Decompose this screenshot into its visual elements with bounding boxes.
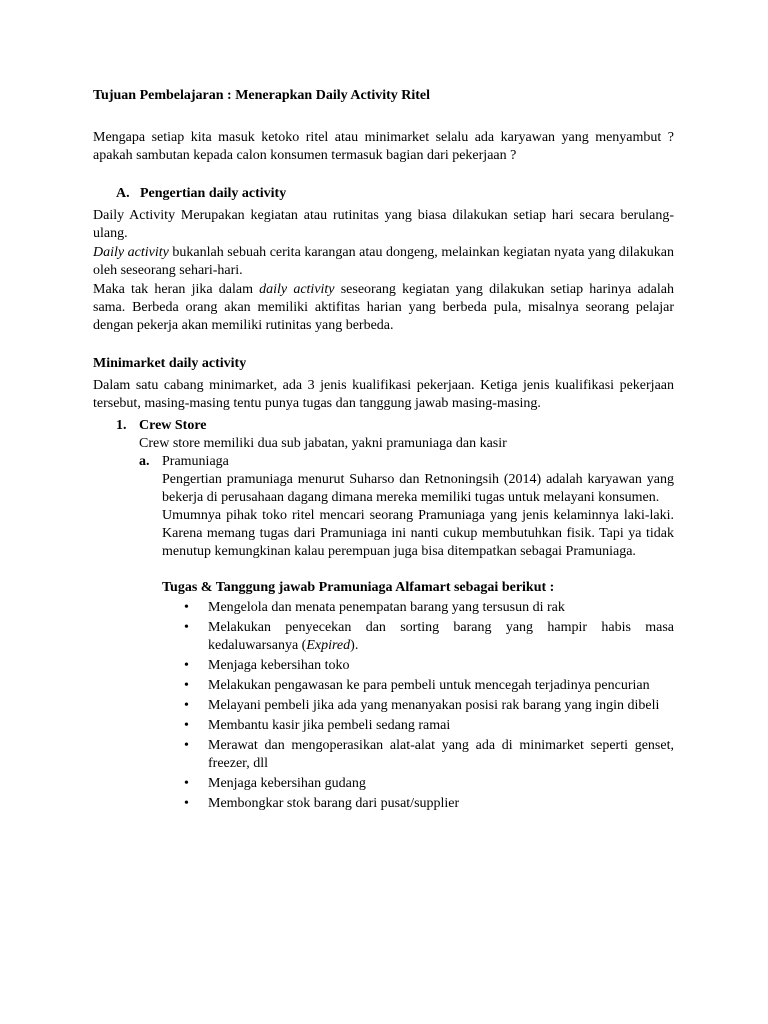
minimarket-paragraph: Dalam satu cabang minimarket, ada 3 jenis kualifikasi pekerjaan. Ketiga jenis kualifikasi pekerjaan tersebut, masing-masing tentu punya tugas dan tanggung jawab masing-masing. — [93, 378, 674, 411]
section-a-paragraph-3-italic: daily activity — [259, 282, 335, 297]
bullet-icon: • — [184, 658, 189, 673]
intro-paragraph: Mengapa setiap kita masuk ketoko ritel atau minimarket selalu ada karyawan yang menyambut ? apakah sambutan kepada calon konsumen termasuk bagian dari pekerjaan ? — [93, 130, 674, 163]
list-item — [162, 657, 674, 675]
duty-text: Melakukan penyecekan dan sorting barang yang hampir habis masa kedaluwarsanya ( — [208, 620, 674, 653]
duty-text: Merawat dan mengoperasikan alat-alat yang ada di minimarket seperti genset, freezer, dll — [208, 738, 674, 771]
minimarket-heading: Minimarket daily activity — [93, 356, 247, 371]
bullet-icon: • — [184, 796, 189, 811]
section-a-paragraph-2-text: bukanlah sebuah cerita karangan atau dongeng, melainkan kegiatan nyata yang dilakukan oleh seseorang sehari-hari. — [93, 245, 674, 278]
section-a-paragraph-3-start: Maka tak heran jika dalam — [93, 282, 260, 297]
section-a-paragraph-3 — [93, 281, 674, 335]
list-item — [162, 717, 674, 735]
duty-text: Menjaga kebersihan toko — [208, 658, 350, 673]
list-item — [162, 795, 674, 813]
section-a-paragraph-2 — [93, 244, 674, 280]
list-item — [162, 775, 674, 793]
bullet-icon: • — [184, 600, 189, 615]
pramuniaga-paragraph: Umumnya pihak toko ritel mencari seorang Pramuniaga yang jenis kelaminnya laki-laki. Karena memang tugas dari Pramuniaga ini nanti cukup membutuhkan fisik. Tapi ya tidak menutup kemungkinan kalau perempuan juga bisa ditempatkan sebagai Pramuniaga. — [162, 508, 674, 559]
bullet-icon: • — [184, 678, 189, 693]
crew-store-description: Crew store memiliki dua sub jabatan, yakni pramuniaga dan kasir — [139, 436, 507, 451]
duty-text: Menjaga kebersihan gudang — [208, 776, 366, 791]
list-item — [162, 697, 674, 715]
duty-text: Mengelola dan menata penempatan barang yang tersusun di rak — [208, 600, 565, 615]
section-a-marker: A. — [116, 186, 130, 201]
tugas-heading: Tugas & Tanggung jawab Pramuniaga Alfamart sebagai berikut : — [162, 580, 555, 595]
duty-text: Melayani pembeli jika ada yang menanyakan posisi rak barang yang ingin dibeli — [208, 698, 660, 713]
section-a-heading — [93, 185, 674, 203]
pramuniaga-heading: Pramuniaga — [162, 454, 229, 469]
list-item — [162, 737, 674, 773]
pramuniaga-definition: Pengertian pramuniaga menurut Suharso dan Retnoningsih (2014) adalah karyawan yang bekerja di perusahaan dagang dimana mereka memiliki tugas untuk melayani konsumen. — [162, 472, 674, 505]
bullet-icon: • — [184, 620, 189, 635]
pramuniaga-marker: a. — [139, 454, 150, 469]
section-a-paragraph-2-italic: Daily activity — [93, 245, 169, 260]
duty-text-italic: Expired — [306, 638, 351, 653]
document-body — [93, 87, 674, 813]
section-a-title: Pengertian daily activity — [140, 186, 287, 201]
crew-store-heading: Crew Store — [139, 418, 207, 433]
duty-text: Melakukan pengawasan ke para pembeli untuk mencegah terjadinya pencurian — [208, 678, 650, 693]
section-a-paragraph-1: Daily Activity Merupakan kegiatan atau rutinitas yang biasa dilakukan setiap hari secara berulang-ulang. — [93, 208, 674, 241]
bullet-icon: • — [184, 776, 189, 791]
pramuniaga-item — [139, 453, 674, 813]
duty-text: Membongkar stok barang dari pusat/supplier — [208, 796, 460, 811]
bullet-icon: • — [184, 738, 189, 753]
bullet-icon: • — [184, 718, 189, 733]
crew-store-item — [93, 417, 674, 813]
duty-text-end: ). — [350, 638, 359, 653]
duties-list — [162, 599, 674, 813]
list-item — [162, 599, 674, 617]
section-a-paragraph-3-text: seseorang kegiatan yang dilakukan setiap harinya adalah sama. Berbeda orang akan memiliki aktifitas harian yang berbeda pula, misalnya seorang pelajar dengan pekerja akan memiliki rutinitas yang berbeda. — [93, 282, 674, 333]
duty-text: Membantu kasir jika pembeli sedang ramai — [208, 718, 451, 733]
list-item — [162, 677, 674, 695]
bullet-icon: • — [184, 698, 189, 713]
crew-store-marker: 1. — [116, 418, 127, 433]
page-title: Tujuan Pembelajaran : Menerapkan Daily Activity Ritel — [93, 88, 431, 103]
list-item — [162, 619, 674, 655]
